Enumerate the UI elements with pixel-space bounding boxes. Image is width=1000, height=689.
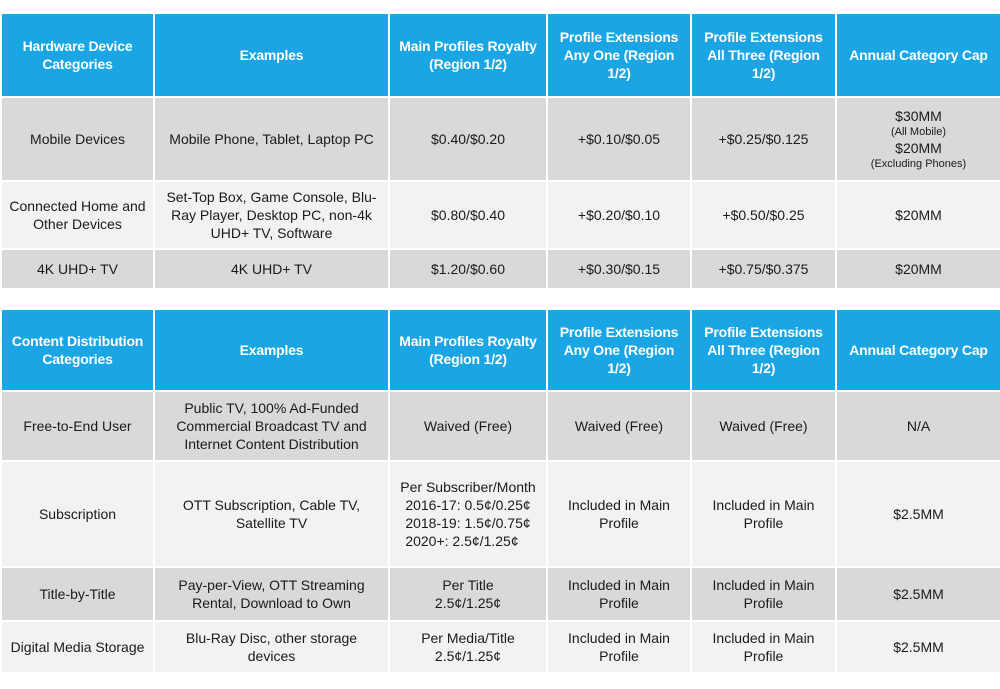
row-any-one: +$0.10/$0.05 <box>547 97 691 181</box>
hardware-royalty-table <box>0 12 1000 290</box>
rate-schedule-line: 2018-19: 1.5¢/0.75¢ <box>405 515 531 531</box>
row-annual-cap: $20MM <box>836 181 1000 249</box>
row-annual-cap <box>836 97 1000 181</box>
row-all-three: Included in Main Profile <box>691 567 836 621</box>
header-annual-cap: Annual Category Cap <box>836 309 1000 391</box>
table-row <box>1 621 1000 673</box>
row-examples: Mobile Phone, Tablet, Laptop PC <box>154 97 389 181</box>
row-annual-cap: $2.5MM <box>836 621 1000 673</box>
header-examples: Examples <box>154 309 389 391</box>
row-annual-cap: N/A <box>836 391 1000 461</box>
table-row <box>1 97 1000 181</box>
row-any-one: Included in Main Profile <box>547 567 691 621</box>
header-extensions-any-one: Profile Extensions Any One (Region 1/2) <box>547 13 691 97</box>
row-all-three: Included in Main Profile <box>691 461 836 567</box>
row-category: Mobile Devices <box>1 97 154 181</box>
row-category: 4K UHD+ TV <box>1 249 154 289</box>
row-annual-cap: $20MM <box>836 249 1000 289</box>
table-row <box>1 461 1000 567</box>
content-distribution-royalty-table <box>0 308 1000 674</box>
row-examples: Set-Top Box, Game Console, Blu-Ray Player, Desktop PC, non-4k UHD+ TV, Software <box>154 181 389 249</box>
table-row <box>1 567 1000 621</box>
row-main-royalty: $1.20/$0.60 <box>389 249 547 289</box>
row-all-three: +$0.50/$0.25 <box>691 181 836 249</box>
cap-excluding-phones-note: (Excluding Phones) <box>870 158 967 170</box>
row-annual-cap: $2.5MM <box>836 567 1000 621</box>
header-examples: Examples <box>154 13 389 97</box>
table-row <box>1 391 1000 461</box>
header-main-profiles: Main Profiles Royalty (Region 1/2) <box>389 309 547 391</box>
cap-excluding-phones-value: $20MM <box>895 140 942 156</box>
row-examples: Public TV, 100% Ad-Funded Commercial Broadcast TV and Internet Content Distribution <box>154 391 389 461</box>
rate-value: 2.5¢/1.25¢ <box>434 648 502 664</box>
row-category: Title-by-Title <box>1 567 154 621</box>
rate-heading: Per Title <box>442 577 494 593</box>
row-examples: 4K UHD+ TV <box>154 249 389 289</box>
row-category: Connected Home and Other Devices <box>1 181 154 249</box>
table-header-row <box>1 13 1000 97</box>
row-examples: Blu-Ray Disc, other storage devices <box>154 621 389 673</box>
row-any-one: Included in Main Profile <box>547 621 691 673</box>
header-extensions-all-three: Profile Extensions All Three (Region 1/2) <box>691 309 836 391</box>
row-any-one: Included in Main Profile <box>547 461 691 567</box>
row-all-three: +$0.75/$0.375 <box>691 249 836 289</box>
rate-heading: Per Media/Title <box>421 630 515 646</box>
row-annual-cap: $2.5MM <box>836 461 1000 567</box>
row-main-royalty: $0.80/$0.40 <box>389 181 547 249</box>
table-row <box>1 181 1000 249</box>
row-category: Free-to-End User <box>1 391 154 461</box>
row-any-one: +$0.20/$0.10 <box>547 181 691 249</box>
row-main-royalty <box>389 461 547 567</box>
row-main-royalty: Waived (Free) <box>389 391 547 461</box>
cap-all-mobile-note: (All Mobile) <box>890 126 946 138</box>
table-row <box>1 249 1000 289</box>
rate-schedule <box>405 496 530 550</box>
header-extensions-all-three: Profile Extensions All Three (Region 1/2) <box>691 13 836 97</box>
row-category: Digital Media Storage <box>1 621 154 673</box>
row-all-three: Waived (Free) <box>691 391 836 461</box>
header-content-category: Content Distribution Categories <box>1 309 154 391</box>
row-category: Subscription <box>1 461 154 567</box>
rate-value: 2.5¢/1.25¢ <box>434 595 502 611</box>
header-hardware-category: Hardware Device Categories <box>1 13 154 97</box>
cap-all-mobile-value: $30MM <box>895 108 942 124</box>
rate-heading: Per Subscriber/Month <box>400 479 536 495</box>
row-all-three: Included in Main Profile <box>691 621 836 673</box>
header-extensions-any-one: Profile Extensions Any One (Region 1/2) <box>547 309 691 391</box>
row-examples: OTT Subscription, Cable TV, Satellite TV <box>154 461 389 567</box>
row-main-royalty: $0.40/$0.20 <box>389 97 547 181</box>
row-main-royalty <box>389 567 547 621</box>
table-header-row <box>1 309 1000 391</box>
header-annual-cap: Annual Category Cap <box>836 13 1000 97</box>
row-main-royalty <box>389 621 547 673</box>
row-any-one: Waived (Free) <box>547 391 691 461</box>
row-all-three: +$0.25/$0.125 <box>691 97 836 181</box>
header-main-profiles: Main Profiles Royalty (Region 1/2) <box>389 13 547 97</box>
rate-schedule-line: 2016-17: 0.5¢/0.25¢ <box>405 497 531 513</box>
row-any-one: +$0.30/$0.15 <box>547 249 691 289</box>
rate-schedule-line: 2020+: 2.5¢/1.25¢ <box>405 533 519 549</box>
row-examples: Pay-per-View, OTT Streaming Rental, Download to Own <box>154 567 389 621</box>
